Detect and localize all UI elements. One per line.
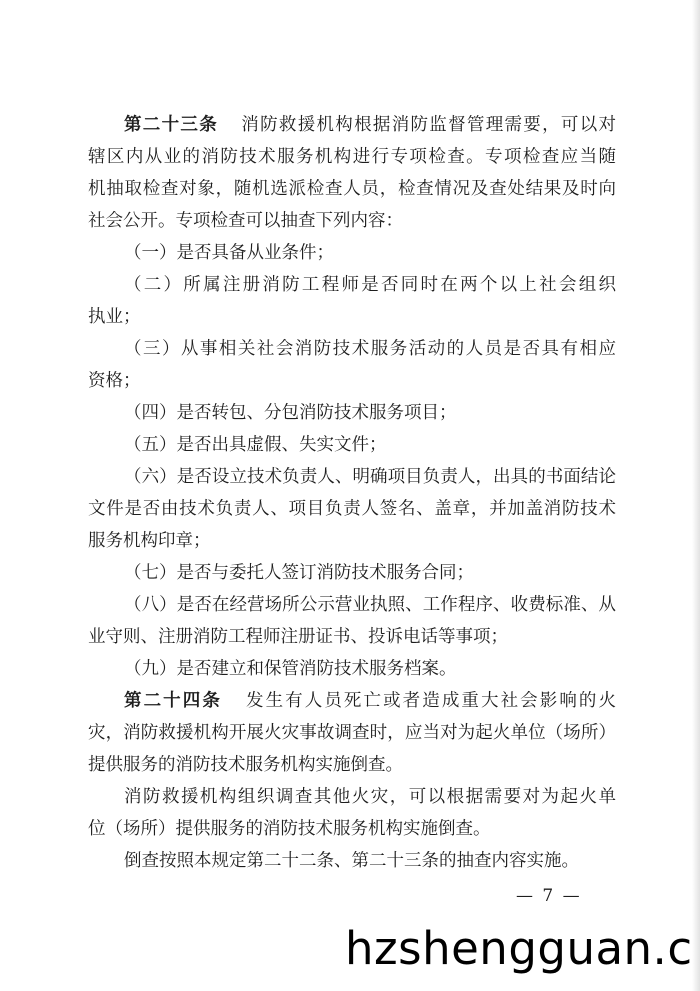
paragraph-line: 倒查按照本规定第二十二条、第二十三条的抽查内容实施。 (124, 851, 579, 871)
text-line: 执业； (88, 307, 141, 327)
text-line: 资格； (88, 371, 141, 391)
text-line: 提供服务的消防技术服务机构实施倒查。 (88, 755, 403, 775)
article-24-text: 发生有人员死亡或者造成重大社会影响的火 (243, 691, 616, 711)
text-line: 文件是否由技术负责人、项目负责人签名、盖章，并加盖消防技术 (88, 499, 616, 519)
text-line: 辖区内从业的消防技术服务机构进行专项检查。专项检查应当随 (88, 147, 616, 167)
text-line: 服务机构印章； (88, 531, 211, 551)
article-23-heading: 第二十三条 (124, 115, 218, 135)
text-line: 业守则、注册消防工程师注册证书、投诉电话等事项； (88, 627, 508, 647)
page-number: — 7 — (516, 886, 582, 906)
paragraph-line: 消防救援机构组织调查其他火灾，可以根据需要对为起火单 (124, 787, 616, 807)
text-line: 位（场所）提供服务的消防技术服务机构实施倒查。 (88, 819, 491, 839)
document-body (88, 109, 616, 877)
list-item-4: （四）是否转包、分包消防技术服务项目； (124, 403, 457, 423)
list-item-3: （三）从事相关社会消防技术服务活动的人员是否具有相应 (124, 339, 616, 359)
list-item-9: （九）是否建立和保管消防技术服务档案。 (124, 659, 457, 679)
article-23-text: 消防救援机构根据消防监督管理需要，可以对 (240, 115, 616, 135)
article-24-heading: 第二十四条 (124, 691, 222, 711)
article-24-line-1 (88, 685, 616, 717)
article-23-line-1 (88, 109, 616, 141)
text-line: 社会公开。专项检查可以抽查下列内容： (88, 211, 403, 231)
list-item-2: （二）所属注册消防工程师是否同时在两个以上社会组织 (124, 275, 616, 295)
watermark-text: hzshengguan.c (345, 922, 693, 975)
list-item-6: （六）是否设立技术负责人、明确项目负责人，出具的书面结论 (124, 467, 616, 487)
list-item-5: （五）是否出具虚假、失实文件； (124, 435, 387, 455)
list-item-7: （七）是否与委托人签订消防技术服务合同； (124, 563, 474, 583)
list-item-8: （八）是否在经营场所公示营业执照、工作程序、收费标准、从 (124, 595, 616, 615)
text-line: 灾，消防救援机构开展火灾事故调查时，应当对为起火单位（场所） (88, 723, 616, 743)
list-item-1: （一）是否具备从业条件； (124, 243, 334, 263)
text-line: 机抽取检查对象，随机选派检查人员，检查情况及查处结果及时向 (88, 179, 616, 199)
page-edge-shadow (692, 0, 700, 991)
